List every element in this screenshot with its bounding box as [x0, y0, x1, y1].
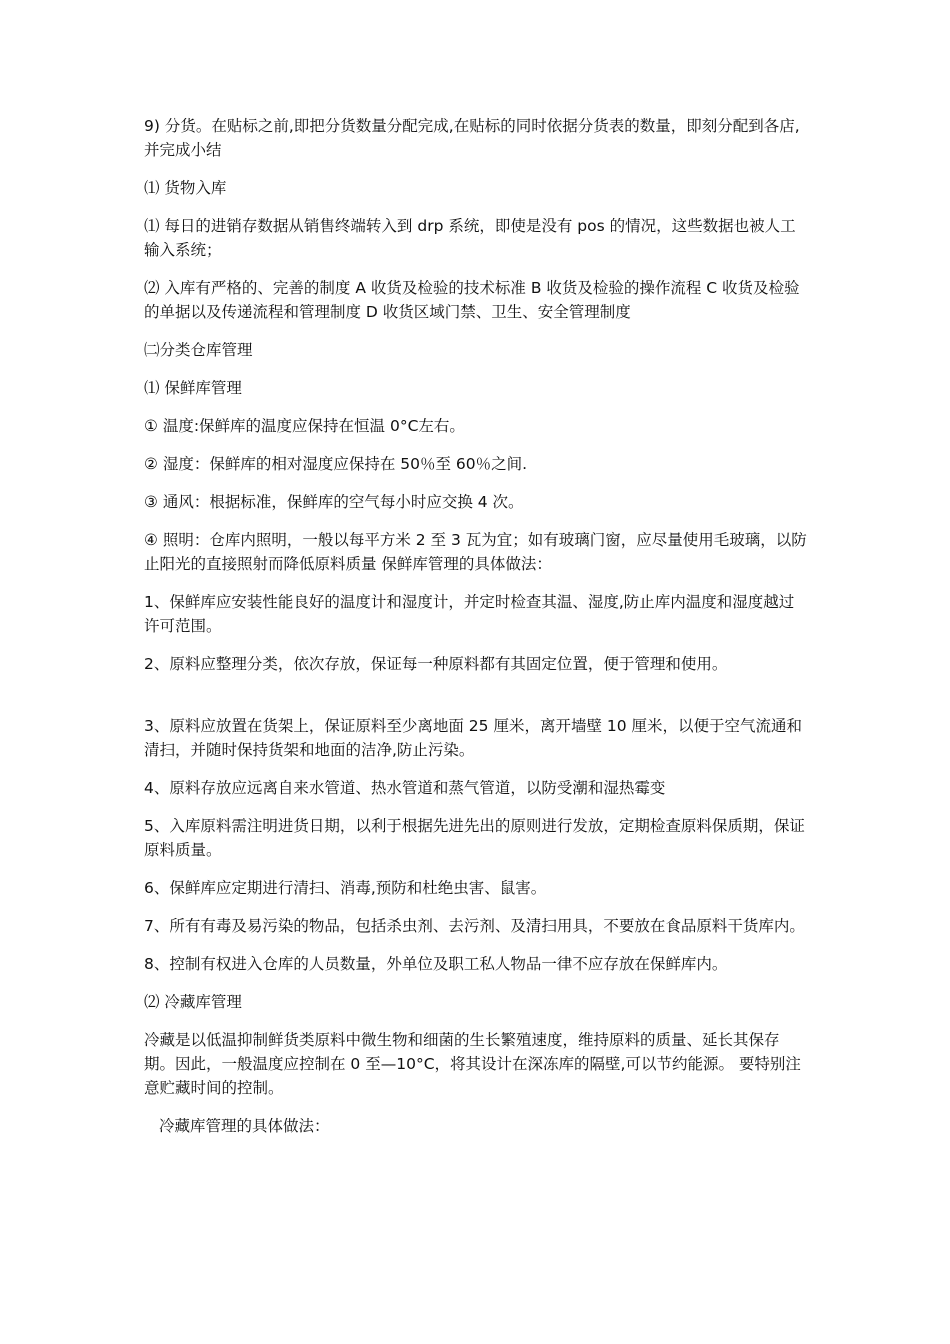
paragraph-sorting: 9) 分货。在贴标之前,即把分货数量分配完成,在贴标的同时依据分货表的数量，即刻分配到各店,并完成小结 [144, 117, 800, 159]
heading-category-warehouse: ㈡分类仓库管理 [144, 341, 253, 359]
paragraph-lighting: ④ 照明：仓库内照明，一般以每平方米 2 至 3 瓦为宜；如有玻璃门窗，应尽量使用毛玻璃，以防止阳光的直接照射而降低原料质量 保鲜库管理的具体做法： [144, 531, 807, 573]
paragraph-inbound-rules: ⑵ 入库有严格的、完善的制度 A 收货及检验的技术标准 B 收货及检验的操作流程 C 收货及检验的单据以及传递流程和管理制度 D 收货区域门禁、卫生、安全管理制度 [144, 279, 800, 321]
document-body [144, 114, 808, 1152]
list-item-3: 3、原料应放置在货架上，保证原料至少离地面 25 厘米，离开墙壁 10 厘米，以便于空气流通和清扫，并随时保持货架和地面的洁净,防止污染。 [144, 717, 803, 759]
list-item-6: 6、保鲜库应定期进行清扫、消毒,预防和杜绝虫害、鼠害。 [144, 879, 547, 897]
paragraph-cold-storage-method: 冷藏库管理的具体做法： [159, 1117, 330, 1135]
paragraph-daily-data: ⑴ 每日的进销存数据从销售终端转入到 drp 系统，即使是没有 pos 的情况，这些数据也被人工输入系统； [144, 217, 796, 259]
list-item-4: 4、原料存放应远离自来水管道、热水管道和蒸气管道，以防受潮和湿热霉变 [144, 779, 666, 797]
paragraph-temperature: ① 温度:保鲜库的温度应保持在恒温 0°C左右。 [144, 417, 465, 435]
paragraph-ventilation: ③ 通风：根据标准，保鲜库的空气每小时应交换 4 次。 [144, 493, 524, 511]
heading-cold-storage: ⑵ 冷藏库管理 [144, 993, 242, 1011]
paragraph-cold-storage: 冷藏是以低温抑制鲜货类原料中微生物和细菌的生长繁殖速度，维持原料的质量、延长其保存期。因此，一般温度应控制在 0 至—10°C，将其设计在深冻库的隔壁,可以节约能源。 要特别注意贮藏时间的控制。 [144, 1031, 801, 1097]
heading-fresh-storage: ⑴ 保鲜库管理 [144, 379, 242, 397]
paragraph-humidity: ② 湿度：保鲜库的相对湿度应保持在 50％至 60％之间. [144, 455, 528, 473]
list-item-5: 5、入库原料需注明进货日期，以利于根据先进先出的原则进行发放，定期检查原料保质期，保证原料质量。 [144, 817, 805, 859]
heading-goods-inbound: ⑴ 货物入库 [144, 179, 227, 197]
list-item-1: 1、保鲜库应安装性能良好的温度计和湿度计，并定时检查其温、湿度,防止库内温度和湿度越过许可范围。 [144, 593, 795, 635]
list-item-7: 7、所有有毒及易污染的物品，包括杀虫剂、去污剂、及清扫用具，不要放在食品原料干货库内。 [144, 917, 805, 935]
list-item-8: 8、控制有权进入仓库的人员数量，外单位及职工私人物品一律不应存放在保鲜库内。 [144, 955, 728, 973]
list-item-2: 2、原料应整理分类，依次存放，保证每一种原料都有其固定位置，便于管理和使用。 [144, 655, 728, 673]
